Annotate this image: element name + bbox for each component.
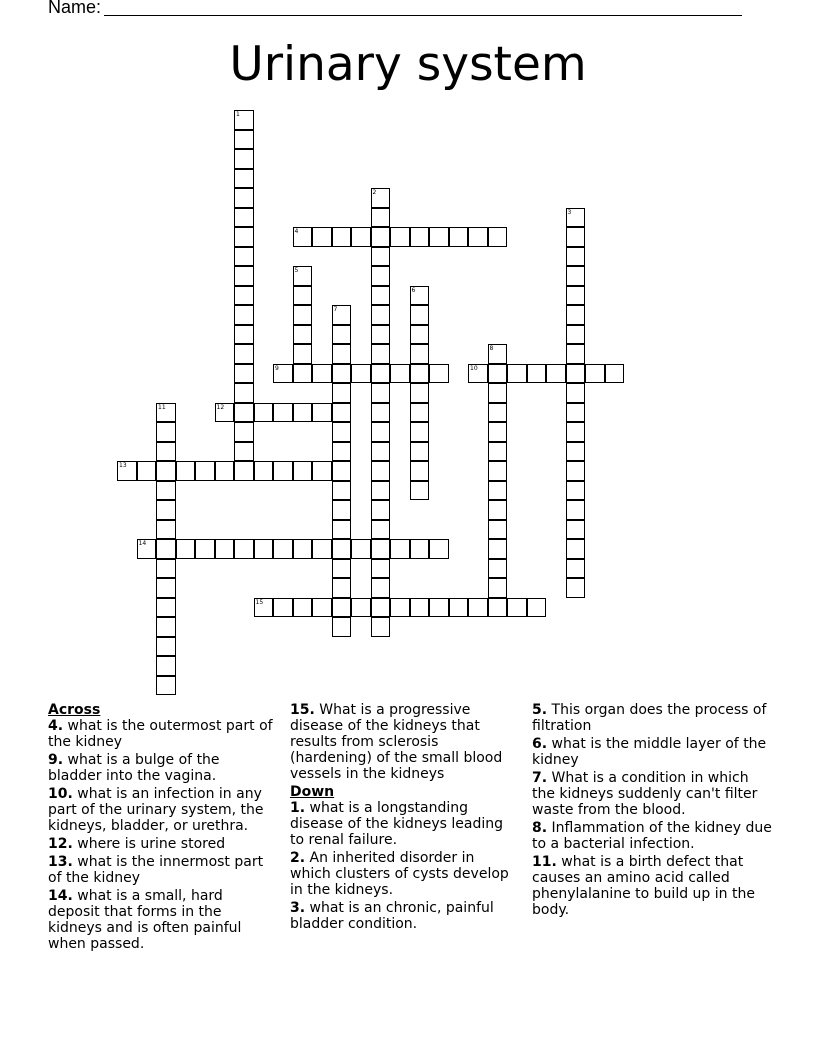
crossword-cell[interactable] [507, 598, 527, 618]
clue-down-6 [532, 736, 772, 768]
crossword-cell[interactable] [410, 344, 430, 364]
crossword-cell[interactable] [605, 364, 625, 384]
crossword-cell[interactable] [117, 461, 137, 481]
crossword-cell[interactable] [390, 539, 410, 559]
crossword-cell[interactable] [371, 364, 391, 384]
crossword-cell[interactable] [156, 617, 176, 637]
crossword-cell[interactable] [371, 461, 391, 481]
crossword-cell[interactable] [449, 227, 469, 247]
crossword-cell[interactable] [332, 442, 352, 462]
clue-number: 7. [532, 770, 548, 786]
crossword-cell[interactable] [273, 403, 293, 423]
across-heading: Across [48, 702, 101, 718]
crossword-cell[interactable] [566, 344, 586, 364]
crossword-cell[interactable] [371, 266, 391, 286]
clue-text: what is the outermost part of the kidney [48, 718, 273, 750]
crossword-cell[interactable] [332, 461, 352, 481]
crossword-cell[interactable] [566, 422, 586, 442]
crossword-cell[interactable] [137, 461, 157, 481]
crossword-cell[interactable] [410, 364, 430, 384]
crossword-cell[interactable] [468, 364, 488, 384]
cell-number: 8 [489, 345, 494, 352]
name-field-label: Name: [48, 0, 102, 17]
crossword-cell[interactable] [566, 539, 586, 559]
crossword-cell[interactable] [488, 403, 508, 423]
crossword-cell[interactable] [566, 578, 586, 598]
clue-across-9 [48, 752, 276, 784]
crossword-cell[interactable] [273, 539, 293, 559]
clues-column-1 [48, 702, 276, 954]
crossword-cell[interactable] [410, 598, 430, 618]
crossword-cell[interactable] [507, 364, 527, 384]
clue-number: 11. [532, 854, 557, 870]
clue-number: 3. [290, 900, 306, 916]
crossword-cell[interactable] [332, 559, 352, 579]
crossword-cell[interactable] [215, 539, 235, 559]
crossword-cell[interactable] [351, 598, 371, 618]
crossword-cell[interactable] [566, 461, 586, 481]
clue-across-10 [48, 786, 276, 834]
cell-number: 2 [372, 189, 377, 196]
crossword-cell[interactable] [410, 403, 430, 423]
crossword-cell[interactable] [254, 598, 274, 618]
crossword-cell[interactable] [332, 598, 352, 618]
clue-down-5 [532, 702, 772, 734]
clue-down-7 [532, 770, 772, 818]
cell-number: 1 [236, 111, 240, 118]
crossword-cell[interactable] [156, 578, 176, 598]
crossword-cell[interactable] [371, 305, 391, 325]
page-title: Urinary system [229, 37, 587, 92]
crossword-cell[interactable] [332, 539, 352, 559]
crossword-cell[interactable] [332, 325, 352, 345]
clue-number: 6. [532, 736, 548, 752]
crossword-cell[interactable] [566, 286, 586, 306]
clue-across-12 [48, 836, 276, 852]
crossword-cell[interactable] [371, 383, 391, 403]
crossword-cell[interactable] [429, 227, 449, 247]
crossword-cell[interactable] [566, 305, 586, 325]
crossword-cell[interactable] [488, 539, 508, 559]
crossword-cell[interactable] [488, 227, 508, 247]
crossword-cell[interactable] [234, 130, 254, 150]
crossword-cell[interactable] [410, 539, 430, 559]
crossword-cell[interactable] [488, 598, 508, 618]
crossword-cell[interactable] [332, 481, 352, 501]
crossword-cell[interactable] [566, 403, 586, 423]
crossword-cell[interactable] [234, 149, 254, 169]
crossword-cell[interactable] [371, 286, 391, 306]
clues-column-3 [532, 702, 772, 920]
crossword-cell[interactable] [566, 442, 586, 462]
crossword-cell[interactable] [273, 364, 293, 384]
crossword-cell[interactable] [488, 383, 508, 403]
crossword-cell[interactable] [273, 461, 293, 481]
crossword-cell[interactable] [254, 461, 274, 481]
crossword-cell[interactable] [371, 247, 391, 267]
clue-across-15 [290, 702, 518, 782]
crossword-cell[interactable] [234, 383, 254, 403]
crossword-cell[interactable] [156, 656, 176, 676]
crossword-cell[interactable] [332, 344, 352, 364]
crossword-cell[interactable] [156, 637, 176, 657]
crossword-cell[interactable] [488, 578, 508, 598]
cell-number: 4 [294, 228, 299, 235]
crossword-cell[interactable] [371, 325, 391, 345]
crossword-cell[interactable] [488, 461, 508, 481]
crossword-cell[interactable] [332, 520, 352, 540]
crossword-cell[interactable] [371, 442, 391, 462]
cell-number: 3 [567, 208, 572, 216]
clue-text: What is a condition in which the kidneys suddenly can't filter waste from the blood. [532, 770, 758, 818]
crossword-cell[interactable] [312, 403, 332, 423]
clue-number: 13. [48, 854, 73, 870]
crossword-cell[interactable] [449, 598, 469, 618]
crossword-cell[interactable] [488, 344, 508, 364]
crossword-cell[interactable] [410, 325, 430, 345]
crossword-cell[interactable] [429, 598, 449, 618]
crossword-cell[interactable] [234, 286, 254, 306]
crossword-cell[interactable] [351, 364, 371, 384]
clue-text: An inherited disorder in which clusters of cysts develop in the kidneys. [290, 850, 509, 898]
crossword-cell[interactable] [234, 364, 254, 384]
crossword-cell[interactable] [332, 227, 352, 247]
crossword-cell[interactable] [527, 598, 547, 618]
crossword-cell[interactable] [488, 481, 508, 501]
crossword-cell[interactable] [156, 520, 176, 540]
crossword-cell[interactable] [566, 227, 586, 247]
clue-across-4 [48, 718, 276, 750]
crossword-cell[interactable] [293, 539, 313, 559]
crossword-cell[interactable] [156, 442, 176, 462]
crossword-cell[interactable] [234, 344, 254, 364]
crossword-cell[interactable] [410, 422, 430, 442]
crossword-cell[interactable] [566, 500, 586, 520]
clue-text: What is a progressive disease of the kidneys that results from sclerosis (hardening) of the small blood vessels in the kidneys [290, 702, 503, 782]
crossword-cell[interactable] [293, 344, 313, 364]
crossword-cell[interactable] [371, 344, 391, 364]
crossword-cell[interactable] [195, 539, 215, 559]
clue-down-1 [290, 800, 518, 848]
crossword-cell[interactable] [371, 188, 391, 208]
clue-down-8 [532, 820, 772, 852]
crossword-cell[interactable] [156, 461, 176, 481]
crossword-cell[interactable] [234, 305, 254, 325]
cell-number: 15 [255, 598, 264, 606]
crossword-cell[interactable] [215, 403, 235, 423]
clue-number: 9. [48, 752, 64, 768]
crossword-cell[interactable] [371, 578, 391, 598]
crossword-cell[interactable] [312, 461, 332, 481]
crossword-cell[interactable] [566, 325, 586, 345]
crossword-cell[interactable] [468, 598, 488, 618]
crossword-cell[interactable] [390, 598, 410, 618]
clue-across-13 [48, 854, 276, 886]
crossword-cell[interactable] [332, 305, 352, 325]
clue-number: 1. [290, 800, 306, 816]
crossword-cell[interactable] [410, 481, 430, 501]
crossword-cell[interactable] [332, 383, 352, 403]
clue-text: This organ does the process of filtration [532, 702, 767, 734]
crossword-cell[interactable] [234, 169, 254, 189]
clue-across-14 [48, 888, 276, 952]
clue-number: 8. [532, 820, 548, 836]
crossword-cell[interactable] [332, 500, 352, 520]
crossword-cell[interactable] [234, 403, 254, 423]
clue-number: 10. [48, 786, 73, 802]
crossword-cell[interactable] [234, 325, 254, 345]
crossword-cell[interactable] [429, 364, 449, 384]
crossword-cell[interactable] [371, 520, 391, 540]
cell-number: 13 [119, 462, 127, 469]
crossword-cell[interactable] [351, 539, 371, 559]
clue-number: 2. [290, 850, 306, 866]
cell-number: 6 [411, 286, 416, 294]
crossword-cell[interactable] [234, 110, 254, 130]
crossword-cell[interactable] [332, 617, 352, 637]
crossword-cell[interactable] [293, 598, 313, 618]
crossword-cell[interactable] [293, 266, 313, 286]
crossword-cell[interactable] [371, 598, 391, 618]
crossword-cell[interactable] [234, 188, 254, 208]
crossword-cell[interactable] [488, 500, 508, 520]
clue-text: what is a small, hard deposit that forms in the kidneys and is often painful when passed. [48, 888, 242, 952]
clue-down-2 [290, 850, 518, 898]
crossword-cell[interactable] [410, 442, 430, 462]
crossword-cell[interactable] [410, 286, 430, 306]
crossword-cell[interactable] [371, 500, 391, 520]
crossword-cell[interactable] [293, 286, 313, 306]
crossword-cell[interactable] [371, 227, 391, 247]
crossword-cell[interactable] [234, 227, 254, 247]
crossword-cell[interactable] [156, 481, 176, 501]
crossword-cell[interactable] [234, 247, 254, 267]
clue-text: Inflammation of the kidney due to a bacterial infection. [532, 820, 772, 852]
crossword-cell[interactable] [332, 364, 352, 384]
clue-down-11 [532, 854, 772, 918]
cell-number: 5 [294, 267, 299, 274]
crossword-cell[interactable] [156, 676, 176, 696]
crossword-cell[interactable] [215, 461, 235, 481]
cell-number: 7 [333, 306, 338, 313]
crossword-cell[interactable] [156, 598, 176, 618]
crossword-cell[interactable] [234, 266, 254, 286]
cell-number: 9 [275, 364, 279, 372]
cell-number: 11 [158, 403, 166, 411]
crossword-cell[interactable] [156, 559, 176, 579]
clue-text: what is a birth defect that causes an amino acid called phenylalanine to build up in the body. [532, 854, 755, 918]
crossword-cell[interactable] [390, 364, 410, 384]
crossword-cell[interactable] [234, 422, 254, 442]
crossword-cell[interactable] [312, 539, 332, 559]
crossword-cell[interactable] [312, 364, 332, 384]
crossword-cell[interactable] [234, 539, 254, 559]
crossword-cell[interactable] [312, 598, 332, 618]
crossword-cell[interactable] [488, 559, 508, 579]
crossword-cell[interactable] [293, 364, 313, 384]
crossword-cell[interactable] [293, 461, 313, 481]
clue-number: 4. [48, 718, 64, 734]
crossword-cell[interactable] [293, 305, 313, 325]
clue-text: what is a bulge of the bladder into the vagina. [48, 752, 220, 784]
crossword-cell[interactable] [488, 364, 508, 384]
clue-text: what is the innermost part of the kidney [48, 854, 264, 886]
crossword-cell[interactable] [585, 364, 605, 384]
crossword-cell[interactable] [371, 481, 391, 501]
crossword-cell[interactable] [293, 325, 313, 345]
crossword-cell[interactable] [410, 227, 430, 247]
crossword-cell[interactable] [429, 539, 449, 559]
clue-text: what is the middle layer of the kidney [532, 736, 767, 768]
crossword-cell[interactable] [176, 461, 196, 481]
crossword-cell[interactable] [371, 617, 391, 637]
crossword-cell[interactable] [254, 403, 274, 423]
crossword-cell[interactable] [293, 403, 313, 423]
crossword-cell[interactable] [332, 422, 352, 442]
crossword-cell[interactable] [566, 247, 586, 267]
crossword-cell[interactable] [566, 481, 586, 501]
crossword-cell[interactable] [371, 208, 391, 228]
crossword-cell[interactable] [410, 461, 430, 481]
clue-number: 5. [532, 702, 548, 718]
crossword-cell[interactable] [156, 500, 176, 520]
crossword-cell[interactable] [273, 598, 293, 618]
crossword-cell[interactable] [312, 227, 332, 247]
crossword-cell[interactable] [566, 266, 586, 286]
crossword-cell[interactable] [410, 305, 430, 325]
crossword-cell[interactable] [488, 520, 508, 540]
crossword-cell[interactable] [332, 403, 352, 423]
crossword-cell[interactable] [488, 422, 508, 442]
down-heading: Down [290, 784, 335, 800]
crossword-cell[interactable] [390, 227, 410, 247]
cell-number: 12 [216, 403, 225, 411]
cell-number: 10 [470, 364, 478, 372]
crossword-cell[interactable] [176, 539, 196, 559]
clue-number: 14. [48, 888, 73, 904]
crossword-cell[interactable] [234, 461, 254, 481]
crossword-cell[interactable] [527, 364, 547, 384]
crossword-cell[interactable] [566, 520, 586, 540]
crossword-cell[interactable] [254, 539, 274, 559]
clue-down-3 [290, 900, 518, 932]
crossword-cell[interactable] [156, 403, 176, 423]
clues-column-2 [290, 702, 518, 934]
crossword-cell[interactable] [371, 403, 391, 423]
crossword-cell[interactable] [546, 364, 566, 384]
crossword-cell[interactable] [351, 227, 371, 247]
crossword-cell[interactable] [566, 383, 586, 403]
cell-number: 14 [138, 540, 147, 547]
crossword-cell[interactable] [156, 422, 176, 442]
crossword-cell[interactable] [137, 539, 157, 559]
clue-text: what is an chronic, painful bladder condition. [290, 900, 494, 932]
clue-text: where is urine stored [77, 836, 226, 852]
crossword-cell[interactable] [468, 227, 488, 247]
crossword-cell[interactable] [371, 539, 391, 559]
clue-text: what is an infection in any part of the urinary system, the kidneys, bladder, or urethra. [48, 786, 264, 834]
crossword-cell[interactable] [566, 559, 586, 579]
crossword-cell[interactable] [234, 442, 254, 462]
crossword-cell[interactable] [410, 383, 430, 403]
crossword-cell[interactable] [566, 208, 586, 228]
crossword-cell[interactable] [332, 578, 352, 598]
crossword-cell[interactable] [293, 227, 313, 247]
crossword-cell[interactable] [566, 364, 586, 384]
clue-text: what is a longstanding disease of the kidneys leading to renal failure. [290, 800, 504, 848]
clue-number: 12. [48, 836, 73, 852]
crossword-cell[interactable] [371, 422, 391, 442]
crossword-cell[interactable] [234, 208, 254, 228]
crossword-cell[interactable] [371, 559, 391, 579]
crossword-cell[interactable] [195, 461, 215, 481]
crossword-cell[interactable] [156, 539, 176, 559]
crossword-cell[interactable] [488, 442, 508, 462]
clue-number: 15. [290, 702, 315, 718]
